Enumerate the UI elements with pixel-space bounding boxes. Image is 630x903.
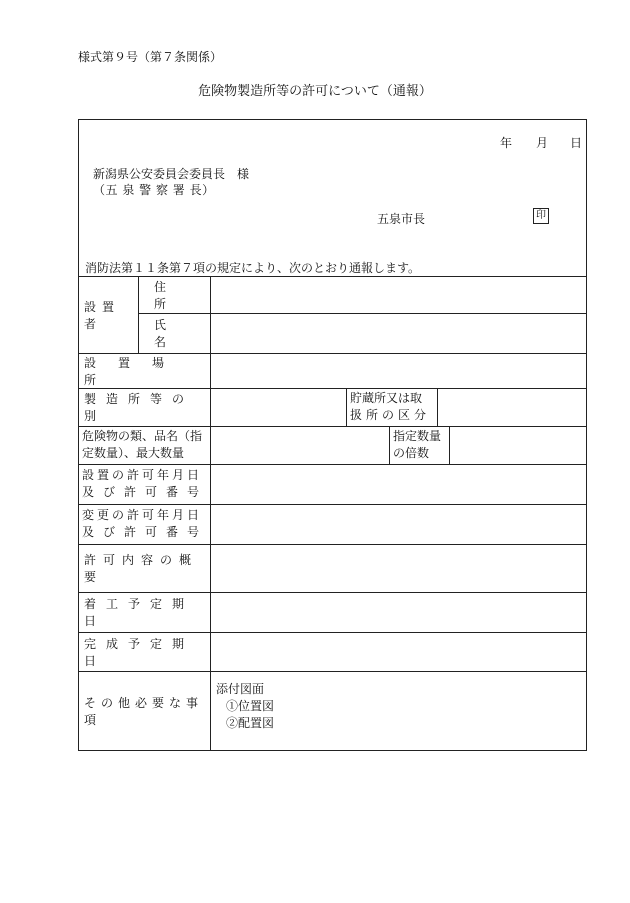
hazmat-line2: 定数量）、最大数量 — [82, 446, 185, 460]
hazmat-line1: 危険物の類、品名（指 — [82, 429, 203, 443]
change-permit-value[interactable] — [210, 504, 587, 544]
other-label: その他必要な事項 — [84, 696, 204, 727]
date-day: 日 — [570, 136, 583, 150]
name-value[interactable] — [210, 313, 587, 353]
multiple-value[interactable] — [449, 426, 587, 464]
completion-date-value[interactable] — [210, 632, 587, 671]
addressee-sub: （五 泉 警 察 署 長） — [93, 183, 215, 197]
date-month: 月 — [536, 136, 549, 150]
attachment-location-map: ①位置図 — [226, 699, 275, 713]
rule-facility-split — [346, 388, 347, 426]
facility-type-label: 製造所等の別 — [84, 392, 195, 423]
hazmat-value[interactable] — [210, 426, 389, 464]
attachments — [216, 681, 274, 732]
storage-type-value[interactable] — [437, 388, 587, 426]
date-year: 年 — [500, 136, 513, 150]
change-permit-line2: 及び許可番号 — [82, 525, 209, 539]
storage-type-line2: 扱所の区分 — [350, 408, 431, 422]
multiple-line1: 指定数量 — [393, 429, 442, 443]
address-value[interactable] — [210, 276, 587, 313]
start-date-label: 着工予定期日 — [84, 597, 195, 628]
completion-date-label: 完成予定期日 — [84, 636, 195, 668]
change-permit-line1: 変更の許可年月日 — [82, 508, 203, 522]
permit-summary-value[interactable] — [210, 544, 587, 592]
document-title: 危険物製造所等の許可について（通報） — [198, 84, 432, 99]
install-permit-line1: 設置の許可年月日 — [82, 468, 203, 482]
change-permit-label — [82, 504, 208, 544]
sender: 五泉市長 — [377, 212, 426, 226]
permit-summary-label: 許可内容の概要 — [84, 553, 199, 584]
attachments-title: 添付図面 — [216, 682, 265, 696]
rule-hazmat-split — [389, 426, 390, 464]
addressee: 新潟県公安委員会委員長 様 — [93, 167, 250, 181]
start-date-value[interactable] — [210, 592, 587, 632]
install-permit-line2: 及び許可番号 — [82, 485, 209, 499]
facility-type-value[interactable] — [210, 388, 346, 426]
install-permit-label — [82, 464, 208, 504]
multiple-label — [393, 426, 449, 464]
seal-mark: 印 — [533, 208, 549, 224]
form-number: 様式第９号（第７条関係） — [78, 50, 223, 64]
attachment-layout-map: ②配置図 — [226, 716, 275, 730]
installer-label — [78, 276, 138, 353]
multiple-line2: の倍数 — [393, 446, 430, 460]
storage-type-line1: 貯蔵所又は取 — [350, 391, 423, 405]
install-permit-value[interactable] — [210, 464, 587, 504]
intro-text: 消防法第１１条第７項の規定により、次のとおり通報します。 — [85, 261, 421, 275]
hazmat-label — [82, 426, 208, 464]
address-label: 住所 — [154, 279, 185, 311]
name-label: 氏名 — [154, 318, 185, 349]
installer-label-text: 設置者 — [84, 299, 121, 331]
location-label: 設置場所 — [84, 355, 187, 387]
storage-type-label — [350, 388, 436, 426]
location-value[interactable] — [210, 353, 587, 388]
